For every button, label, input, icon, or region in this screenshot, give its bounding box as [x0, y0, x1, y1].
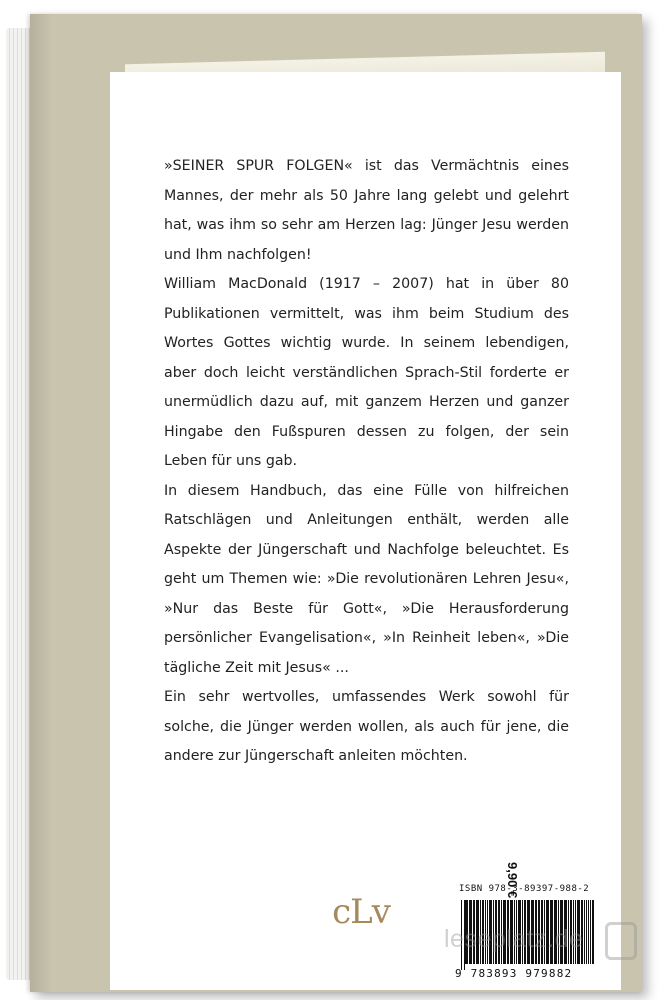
spine-shadow — [30, 14, 52, 992]
price-label: 9,90 € — [505, 862, 520, 899]
book-back-cover — [30, 14, 642, 992]
watermark-book-icon — [605, 922, 637, 960]
isbn-number: ISBN 978-3-89397-988-2 — [459, 884, 590, 894]
watermark-text: leseplatz.de — [444, 925, 584, 953]
barcode-digits: 9 783893 979882 — [455, 967, 573, 980]
blurb-paragraph-2: William MacDonald (1917 – 2007) hat in über 80 Publikationen vermittelt, was ihm beim Studium des Wortes Gottes wichtig wurde. In seinem lebendigen, aber doch leicht verständlichen Sprach-Stil forderte er unermüdlich dazu auf, mit ganzem Herzen und ganzer Hingabe den Fußspuren dessen zu folgen, der sein Leben für uns gab. — [164, 276, 569, 469]
text-panel — [110, 72, 621, 990]
blurb-paragraph-1: »SEINER SPUR FOLGEN« ist das Vermächtnis eines Mannes, der mehr als 50 Jahre lang gelebt und gelehrt hat, was ihm so sehr am Herzen lag: Jünger Jesu werden und Ihm nachfolgen! — [164, 158, 569, 263]
blurb-text — [164, 152, 569, 772]
publisher-logo: cLv — [332, 892, 390, 932]
blurb-paragraph-3: In diesem Handbuch, das eine Fülle von hilfreichen Ratschlägen und Anleitungen enthält, werden alle Aspekte der Jüngerschaft und Nachfolge beleuchtet. Es geht um Themen wie: »Die revolutionären Lehren Jesu«, »Nur das Beste für Gott«, »Die Herausforderung persönlicher Evangelisation«, »In Reinheit leben«, »Die tägliche Zeit mit Jesus« ... — [164, 482, 569, 676]
blurb-paragraph-4: Ein sehr wertvolles, umfassendes Werk sowohl für solche, die Jünger werden wollen, als auch für jene, die andere zur Jüngerschaft anleiten möchten. — [164, 689, 569, 764]
